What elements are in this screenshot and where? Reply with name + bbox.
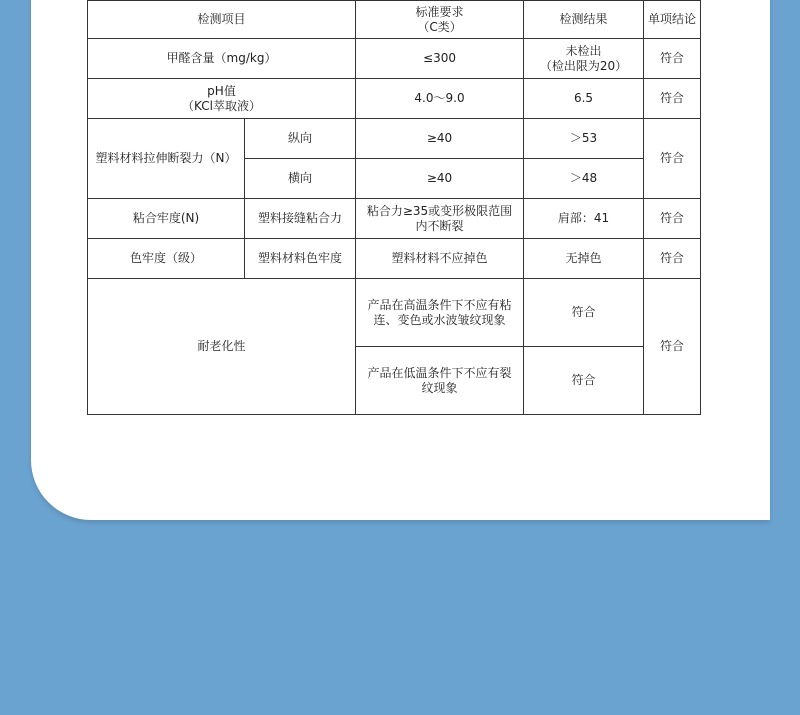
- result-cell: 符合: [524, 347, 644, 415]
- conclusion-cell: 符合: [644, 199, 701, 239]
- standard-cell: 产品在高温条件下不应有粘 连、变色或水波皱纹现象: [356, 279, 524, 347]
- table-row: [88, 199, 701, 239]
- result-cell: ＞48: [524, 159, 644, 199]
- result-cell: ＞53: [524, 119, 644, 159]
- conclusion-cell: 符合: [644, 239, 701, 279]
- direction-cell: 纵向: [245, 119, 356, 159]
- standard-cell: 粘合力≥35或变形极限范围 内不断裂: [356, 199, 524, 239]
- standard-cell: ≥40: [356, 159, 524, 199]
- item-cell: pH值 （KCl萃取液）: [88, 79, 356, 119]
- standard-cell: ≥40: [356, 119, 524, 159]
- header-result: 检测结果: [524, 1, 644, 39]
- result-cell: 6.5: [524, 79, 644, 119]
- table-row: [88, 279, 701, 347]
- subitem-cell: 塑料材料色牢度: [245, 239, 356, 279]
- item-cell: 粘合牢度(N): [88, 199, 245, 239]
- standard-cell: 塑料材料不应掉色: [356, 239, 524, 279]
- conclusion-cell: 符合: [644, 79, 701, 119]
- table-row: [88, 119, 701, 159]
- conclusion-cell: 符合: [644, 39, 701, 79]
- table-row: [88, 239, 701, 279]
- conclusion-cell: 符合: [644, 119, 701, 199]
- standard-cell: 4.0～9.0: [356, 79, 524, 119]
- result-cell: 无掉色: [524, 239, 644, 279]
- result-cell: 符合: [524, 279, 644, 347]
- result-cell: 肩部：41: [524, 199, 644, 239]
- item-cell: 甲醛含量（mg/kg）: [88, 39, 356, 79]
- table-header-row: [88, 1, 701, 39]
- header-standard: 标准要求 （C类）: [356, 1, 524, 39]
- header-conclusion: 单项结论: [644, 1, 701, 39]
- direction-cell: 横向: [245, 159, 356, 199]
- header-item: 检测项目: [88, 1, 356, 39]
- table-row: [88, 79, 701, 119]
- result-cell: 未检出 （检出限为20）: [524, 39, 644, 79]
- standard-cell: ≤300: [356, 39, 524, 79]
- item-cell: 色牢度（级）: [88, 239, 245, 279]
- subitem-cell: 塑料接缝粘合力: [245, 199, 356, 239]
- conclusion-cell: 符合: [644, 279, 701, 415]
- standard-cell: 产品在低温条件下不应有裂 纹现象: [356, 347, 524, 415]
- item-cell: 耐老化性: [88, 279, 356, 415]
- table-row: [88, 39, 701, 79]
- test-report-table: [87, 0, 701, 415]
- item-cell: 塑料材料拉伸断裂力（N）: [88, 119, 245, 199]
